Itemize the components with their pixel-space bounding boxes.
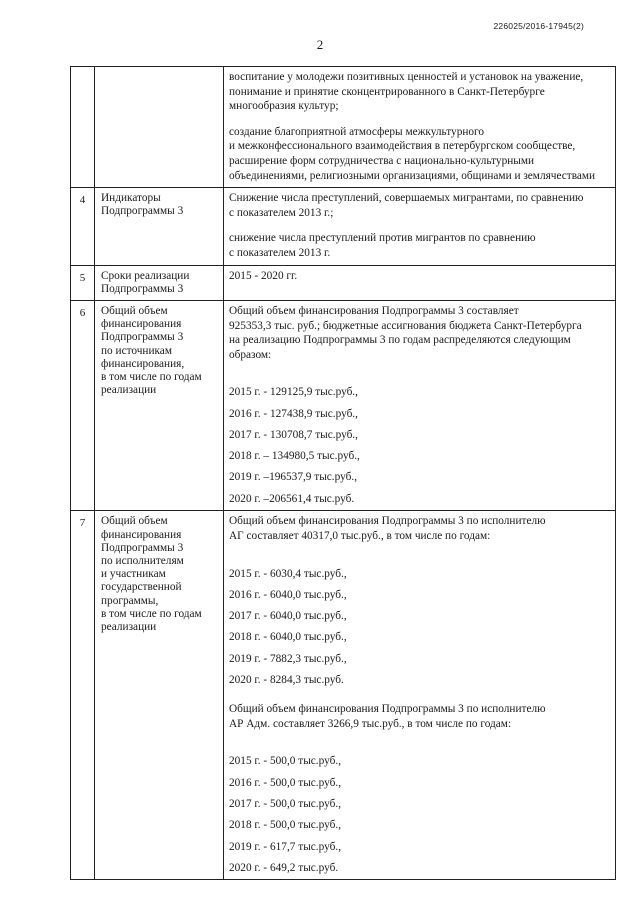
value-paragraph — [229, 70, 612, 114]
funding-intro — [229, 514, 612, 543]
row-label-line: реализации — [101, 384, 157, 397]
funding-year-entry: 2016 г. - 500,0 тыс.руб., — [229, 776, 342, 789]
row-label-line: Общий объем — [101, 304, 168, 317]
row-value — [224, 265, 616, 300]
page-number: 2 — [316, 37, 324, 52]
funding-year-entry: 2017 г. - 130708,7 тыс.руб., — [229, 428, 358, 441]
row-label-line: финансирования, — [101, 357, 185, 370]
value-line: АГ составляет 40317,0 тыс.руб., в том числе по годам: — [229, 529, 491, 542]
funding-intro — [229, 702, 612, 731]
row-value — [224, 188, 616, 265]
row-label-line: программы, — [101, 594, 159, 607]
value-paragraph — [229, 191, 612, 220]
funding-year-entry: 2020 г. –206561,4 тыс.руб. — [229, 492, 355, 505]
value-paragraph — [229, 231, 612, 260]
row-value — [224, 511, 616, 880]
row-label — [95, 300, 224, 510]
row-label-line: Сроки реализации — [101, 269, 190, 282]
row-number: 6 — [71, 300, 95, 510]
value-line: на реализацию Подпрограммы 3 по годам распределяются следующим — [229, 334, 571, 347]
row-label — [95, 67, 224, 188]
row-label-line: в том числе по годам — [101, 370, 202, 383]
row-label-line: в том числе по годам — [101, 607, 202, 620]
value-line: многообразия культур; — [229, 100, 339, 113]
funding-year-entry: 2018 г. – 134980,5 тыс.руб., — [229, 450, 360, 463]
spacer — [229, 742, 612, 754]
funding-year-entry: 2020 г. - 649,2 тыс.руб. — [229, 861, 339, 874]
value-line: воспитание у молодежи позитивных ценностей и установок на уважение, — [229, 71, 584, 83]
value-line: 925353,3 тыс. руб.; бюджетные ассигнования бюджета Санкт-Петербурга — [229, 319, 582, 332]
row-label-line: по исполнителям — [101, 554, 184, 567]
funding-year-entry: 2017 г. - 6040,0 тыс.руб., — [229, 610, 347, 623]
funding-year-entry: 2015 г. - 500,0 тыс.руб., — [229, 755, 342, 768]
value-line: и межконфессионального взаимодействия в петербургском сообществе, — [229, 140, 576, 153]
funding-year-entry: 2019 г. –196537,9 тыс.руб., — [229, 471, 358, 484]
funding-year-entry: 2018 г. - 500,0 тыс.руб., — [229, 819, 342, 832]
row-label-line: Индикаторы — [101, 192, 161, 205]
value-line: объединениями, религиозными организациями, общинами и землячествами — [229, 169, 596, 182]
row-label — [95, 511, 224, 880]
table-row — [71, 265, 616, 300]
funding-year-entry: 2015 г. - 129125,9 тыс.руб., — [229, 386, 358, 399]
funding-year-entry: 2016 г. - 127438,9 тыс.руб., — [229, 407, 358, 420]
table-row — [71, 188, 616, 265]
row-label-line: финансирования — [101, 528, 182, 541]
row-label-line: Подпрограммы 3 — [101, 205, 184, 218]
row-label-line: по источникам — [101, 344, 172, 357]
funding-year-entry: 2016 г. - 6040,0 тыс.руб., — [229, 588, 347, 601]
value-line: создание благоприятной атмосферы межкультурного — [229, 125, 485, 138]
spacer — [229, 555, 612, 567]
row-label-line: финансирования — [101, 318, 182, 331]
value-paragraph — [229, 125, 612, 183]
value-line: понимание и принятие сконцентрированного в Санкт-Петербурге — [229, 85, 545, 98]
row-label-line: реализации — [101, 620, 157, 633]
row-label-line: Подпрограммы 3 — [101, 331, 184, 344]
table-row — [71, 67, 616, 188]
row-number — [71, 67, 95, 188]
funding-year-entry: 2017 г. - 500,0 тыс.руб., — [229, 797, 342, 810]
row-label-line: и участникам — [101, 568, 166, 581]
value-line: расширение форм сотрудничества с национально-культурными — [229, 154, 535, 167]
spacer — [229, 694, 612, 702]
row-label-line: Подпрограммы 3 — [101, 541, 184, 554]
row-label-line: Общий объем — [101, 515, 168, 528]
value-line: Общий объем финансирования Подпрограммы 3 составляет — [229, 304, 519, 317]
row-value — [224, 300, 616, 510]
subprogram-passport-table — [70, 66, 616, 880]
value-line: с показателем 2013 г. — [229, 246, 331, 259]
row-number: 4 — [71, 188, 95, 265]
value-line: 2015 - 2020 гг. — [229, 269, 298, 282]
funding-year-entry: 2020 г. - 8284,3 тыс.руб. — [229, 673, 344, 686]
funding-year-entry: 2015 г. - 6030,4 тыс.руб., — [229, 567, 347, 580]
table-row — [71, 300, 616, 510]
value-line: Снижение числа преступлений, совершаемых мигрантами, по сравнению — [229, 192, 584, 205]
value-line: с показателем 2013 г.; — [229, 206, 334, 219]
value-line: образом: — [229, 348, 272, 361]
row-number: 5 — [71, 265, 95, 300]
row-label-line: Подпрограммы 3 — [101, 282, 184, 295]
funding-year-entry: 2019 г. - 617,7 тыс.руб., — [229, 840, 342, 853]
value-line: Общий объем финансирования Подпрограммы 3 по исполнителю — [229, 515, 546, 528]
spacer — [229, 373, 612, 385]
row-label — [95, 265, 224, 300]
value-paragraph — [229, 269, 612, 284]
document-code: 226025/2016-17945(2) — [493, 21, 584, 31]
value-line: Общий объем финансирования Подпрограммы 3 по исполнителю — [229, 703, 546, 716]
funding-intro — [229, 304, 612, 362]
row-number: 7 — [71, 511, 95, 880]
row-label — [95, 188, 224, 265]
table-row — [71, 511, 616, 880]
row-value — [224, 67, 616, 188]
row-label-line: государственной — [101, 581, 182, 594]
funding-year-entry: 2019 г. - 7882,3 тыс.руб., — [229, 652, 347, 665]
funding-year-entry: 2018 г. - 6040,0 тыс.руб., — [229, 631, 347, 644]
value-line: АР Адм. составляет 3266,9 тыс.руб., в том числе по годам: — [229, 717, 512, 730]
value-line: снижение числа преступлений против мигрантов по сравнению — [229, 232, 536, 245]
